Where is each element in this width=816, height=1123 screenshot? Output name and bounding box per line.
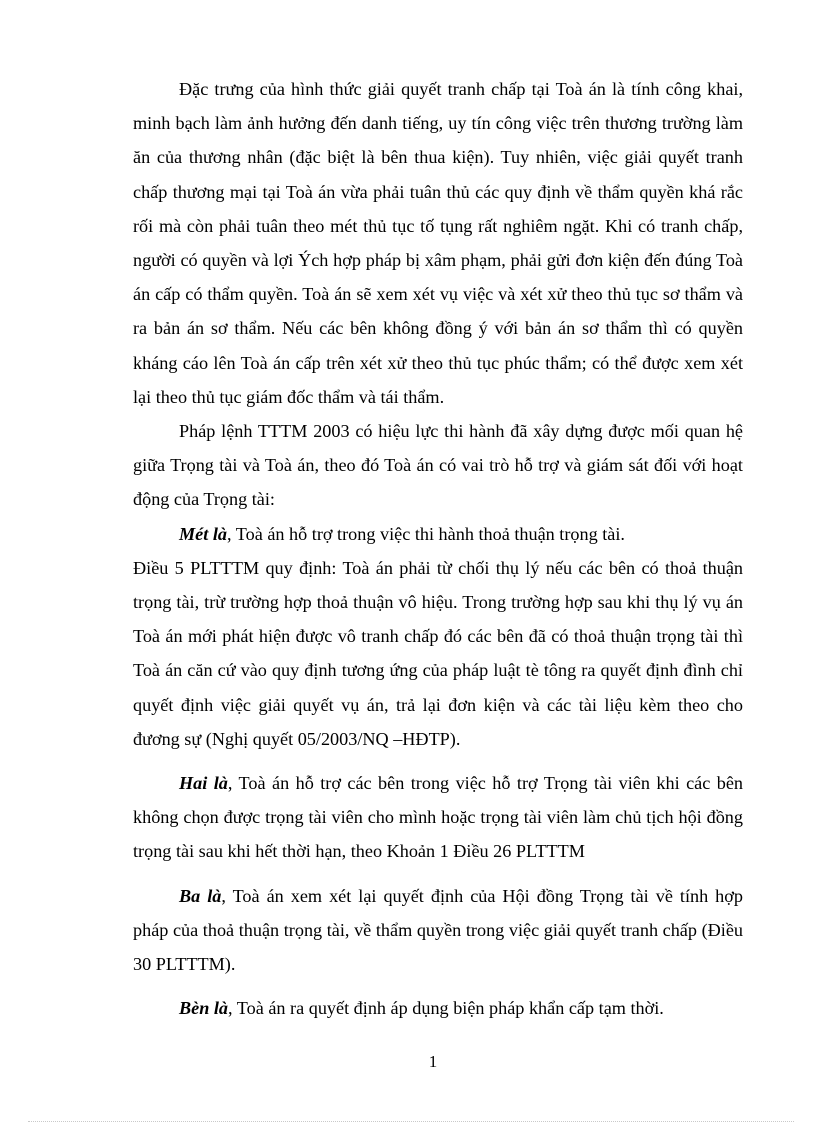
paragraph-third-role [133,879,743,982]
fourth-role-lead: Bèn là [179,998,229,1019]
paragraph-second-role [133,766,743,869]
paragraph-article-5: Điều 5 PLTTTM quy định: Toà án phải từ chối thụ lý nếu các bên có thoả thuận trọng tài, trừ trường hợp thoả thuận vô hiệu. Trong trường hợp sau khi thụ lý vụ án Toà án mới phát hiện được vô tranh chấp đó các bên đã có thoả thuận trọng tài thì Toà án căn cứ vào quy định tương ứng của pháp luật tè tông ra quyết định đình chỉ quyết định việc giải quyết vụ án, trả lại đơn kiện và các tài liệu kèm theo cho đương sự (Nghị quyết 05/2003/NQ –HĐTP). [133,557,743,749]
paragraph-court-characteristics: Đặc trưng của hình thức giải quyết tranh chấp tại Toà án là tính công khai, minh bạch làm ảnh hưởng đến danh tiếng, uy tín công việc trên thương trường làm ăn của thương nhân (đặc biệt là bên thua kiện). Tuy nhiên, việc giải quyết tranh chấp thương mại tại Toà án vừa phải tuân thủ các quy định về thẩm quyền khá rắc rối mà còn phải tuân theo mét thủ tục tố tụng rất nghiêm ngặt. Khi có tranh chấp, người có quyền và lợi Ých hợp pháp bị xâm phạm, phải gửi đơn kiện đến đúng Toà án cấp có thẩm quyền. Toà án sẽ xem xét vụ việc và xét xử theo thủ tục sơ thẩm và ra bản án sơ thẩm. Nếu các bên không đồng ý với bản án sơ thẩm thì có quyền kháng cáo lên Toà án cấp trên xét xử theo thủ tục phúc thẩm; có thể được xem xét lại theo thủ tục giám đốc thẩm và tái thẩm. [133,79,743,407]
page-number: 1 [428,1052,438,1071]
second-role-text: , Toà án hỗ trợ các bên trong việc hỗ trợ Trọng tài viên khi các bên không chọn được trọng tài viên cho mình hoặc trọng tài viên làm chủ tịch hội đồng trọng tài sau khi hết thời hạn, theo Khoản 1 Điều 26 PLTTTM [133,773,743,862]
page-bottom-divider [28,1121,794,1122]
second-role-lead: Hai là [179,773,228,794]
fourth-role-text: , Toà án ra quyết định áp dụng biện pháp khẩn cấp tạm thời. [228,998,664,1019]
first-role-text: , Toà án hỗ trợ trong việc thi hành thoả thuận trọng tài. [227,523,625,544]
document-body [133,72,743,1025]
paragraph-first-role [133,517,743,551]
paragraph-arbitration-ordinance: Pháp lệnh TTTM 2003 có hiệu lực thi hành đã xây dựng được mối quan hệ giữa Trọng tài và Toà án, theo đó Toà án có vai trò hỗ trợ và giám sát đối với hoạt động của Trọng tài: [133,421,743,510]
third-role-lead: Ba là [179,885,222,906]
paragraph-fourth-role [133,991,743,1025]
first-role-lead: Mét là [179,523,227,544]
third-role-text: , Toà án xem xét lại quyết định của Hội đồng Trọng tài về tính hợp pháp của thoả thuận trọng tài, về thẩm quyền trong việc giải quyết tranh chấp (Điều 30 PLTTTM). [133,885,743,975]
